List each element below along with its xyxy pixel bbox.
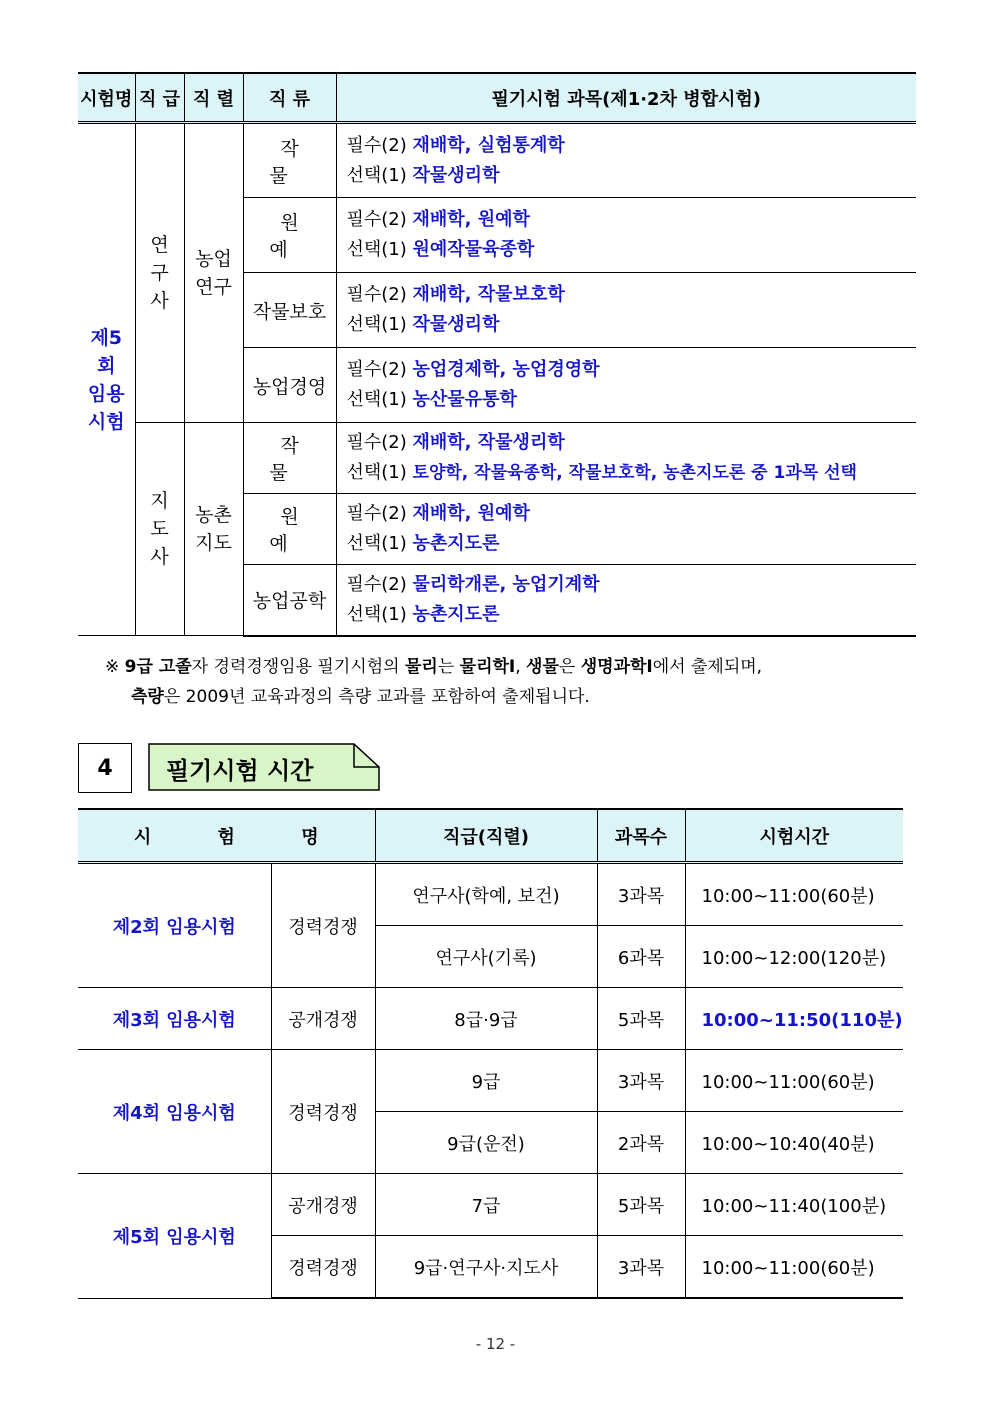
required-label: 필수(2) — [346, 359, 407, 380]
page-number: - 12 - — [475, 1335, 516, 1353]
exam-time: 10:00~11:00(60분) — [685, 1236, 903, 1299]
exam-name: 제5회 임용시험 — [87, 326, 125, 433]
optional-subjects: 토양학, 작물육종학, 작물보호학, 농촌지도론 중 1과목 선택 — [412, 463, 857, 483]
exam-time: 10:00~11:40(100분) — [685, 1174, 903, 1236]
table-row — [78, 123, 916, 198]
exam-time: 10:00~11:00(60분) — [685, 1050, 903, 1112]
note-bold-9grade: 9급 고졸 — [124, 657, 192, 677]
type-cell — [243, 123, 336, 198]
note-text-5: 에서 출제되며, — [652, 657, 763, 677]
optional-label: 선택(1) — [346, 164, 407, 186]
header-grade: 직급(직렬) — [375, 809, 597, 863]
subjects-cell — [336, 198, 916, 273]
grade: 9급(운전) — [375, 1112, 597, 1174]
header-time: 시험시간 — [685, 809, 903, 863]
grade: 연구사(기록) — [375, 926, 597, 988]
header-subjects: 필기시험 과목(제1·2차 병합시험) — [336, 73, 916, 123]
optional-subjects: 농촌지도론 — [412, 603, 500, 625]
note-text-4: 은 — [558, 657, 581, 677]
exam-type: 경력경쟁 — [271, 1050, 375, 1174]
subjects-cell — [336, 494, 916, 565]
subjects-cell — [336, 348, 916, 423]
note-text-1: 자 경력경쟁임용 필기시험의 — [191, 657, 405, 677]
section-title-box — [148, 743, 380, 791]
section-number: 4 — [78, 743, 132, 793]
grade: 9급·연구사·지도사 — [375, 1236, 597, 1299]
type-cell — [243, 423, 336, 494]
note-text — [105, 652, 920, 712]
grade-cell — [135, 123, 184, 423]
header-series: 직 렬 — [184, 73, 243, 123]
optional-label: 선택(1) — [346, 462, 407, 483]
type-label: 원예 — [269, 506, 321, 555]
subjects-cell — [336, 273, 916, 348]
header-type: 직 류 — [243, 73, 336, 123]
grade: 7급 — [375, 1174, 597, 1236]
required-subjects: 물리학개론, 농업기계학 — [412, 573, 600, 595]
subjects-cell — [336, 423, 916, 494]
subject-count: 3과목 — [597, 1236, 685, 1299]
exam-name: 제4회 임용시험 — [78, 1050, 271, 1174]
header-exam-name: 시험명 — [78, 73, 135, 123]
table-row — [78, 423, 916, 494]
note-text-2: 는 — [437, 657, 460, 677]
section-title: 필기시험 시간 — [166, 757, 314, 785]
table-header-row — [78, 73, 916, 123]
optional-label: 선택(1) — [346, 389, 407, 410]
exam-time: 10:00~11:50(110분) — [685, 988, 903, 1050]
type-label: 원예 — [269, 212, 321, 261]
optional-label: 선택(1) — [346, 603, 407, 625]
type-label: 작물 — [269, 435, 321, 484]
note-bold-physics1: 물리학Ⅰ — [459, 657, 516, 677]
note-bold-lifescience1: 생명과학Ⅰ — [580, 657, 653, 677]
exam-type: 경력경쟁 — [271, 1236, 375, 1299]
required-label: 필수(2) — [346, 573, 407, 595]
optional-label: 선택(1) — [346, 239, 407, 260]
subject-count: 3과목 — [597, 863, 685, 926]
optional-subjects: 농촌지도론 — [412, 533, 500, 554]
required-subjects: 재배학, 작물보호학 — [412, 284, 565, 305]
grade: 8급·9급 — [375, 988, 597, 1050]
series-cell — [184, 123, 243, 423]
table-row — [78, 863, 903, 926]
grade-cell — [135, 423, 184, 636]
grade-label: 지도사 — [150, 490, 169, 568]
header-exam-name-label: 시 험 명 — [133, 826, 349, 848]
table-row — [78, 988, 903, 1050]
exam-type: 공개경쟁 — [271, 988, 375, 1050]
subject-count: 2과목 — [597, 1112, 685, 1174]
note-bold-survey: 측량 — [131, 687, 164, 707]
required-subjects: 재배학, 원예학 — [412, 209, 530, 230]
note-bold-biology: 생물 — [526, 657, 559, 677]
header-count: 과목수 — [597, 809, 685, 863]
exam-time: 10:00~12:00(120분) — [685, 926, 903, 988]
exam-name: 제5회 임용시험 — [78, 1174, 271, 1299]
series-label: 농촌지도 — [195, 504, 232, 554]
required-subjects: 농업경제학, 농업경영학 — [412, 359, 600, 380]
grade-label: 연구사 — [150, 234, 169, 312]
type-cell: 작물보호 — [243, 273, 336, 348]
type-cell — [243, 494, 336, 565]
exam-time: 10:00~10:40(40분) — [685, 1112, 903, 1174]
header-grade: 직 급 — [135, 73, 184, 123]
subjects-cell — [336, 123, 916, 198]
optional-subjects: 작물생리학 — [412, 314, 500, 335]
optional-label: 선택(1) — [346, 314, 407, 335]
exam-name: 제3회 임용시험 — [78, 988, 271, 1050]
header-exam-name — [78, 809, 375, 863]
note-text-6: 은 2009년 교육과정의 측량 교과를 포함하여 출제됩니다. — [163, 687, 590, 707]
optional-label: 선택(1) — [346, 533, 407, 554]
required-label: 필수(2) — [346, 503, 407, 524]
required-label: 필수(2) — [346, 134, 407, 156]
subject-count: 5과목 — [597, 988, 685, 1050]
required-label: 필수(2) — [346, 432, 407, 453]
grade: 9급 — [375, 1050, 597, 1112]
optional-subjects: 농산물유통학 — [412, 389, 517, 410]
required-label: 필수(2) — [346, 284, 407, 305]
required-subjects: 재배학, 원예학 — [412, 503, 530, 524]
optional-subjects: 원예작물육종학 — [412, 239, 535, 260]
required-label: 필수(2) — [346, 209, 407, 230]
type-cell: 농업경영 — [243, 348, 336, 423]
type-cell — [243, 198, 336, 273]
required-subjects: 재배학, 작물생리학 — [412, 432, 565, 453]
exam-time-table — [78, 808, 903, 1299]
required-subjects: 재배학, 실험통계학 — [412, 134, 565, 156]
subject-count: 5과목 — [597, 1174, 685, 1236]
series-label: 농업연구 — [195, 248, 232, 298]
table-row — [78, 1174, 903, 1236]
table-header-row — [78, 809, 903, 863]
note-bold-physics: 물리 — [404, 657, 438, 677]
exam-time: 10:00~11:00(60분) — [685, 863, 903, 926]
series-cell — [184, 423, 243, 636]
note-text-3: , — [515, 657, 527, 677]
exam-type: 공개경쟁 — [271, 1174, 375, 1236]
optional-subjects: 작물생리학 — [412, 164, 500, 186]
exam-name: 제2회 임용시험 — [78, 863, 271, 988]
type-cell: 농업공학 — [243, 565, 336, 636]
subject-count: 3과목 — [597, 1050, 685, 1112]
subjects-cell — [336, 565, 916, 636]
note-mark: ※ — [105, 657, 120, 677]
exam-type: 경력경쟁 — [271, 863, 375, 988]
written-exam-subjects-table — [78, 72, 916, 637]
subject-count: 6과목 — [597, 926, 685, 988]
exam-name-cell — [78, 123, 135, 636]
type-label: 작물 — [269, 137, 321, 187]
grade: 연구사(학예, 보건) — [375, 863, 597, 926]
table-row — [78, 1050, 903, 1112]
